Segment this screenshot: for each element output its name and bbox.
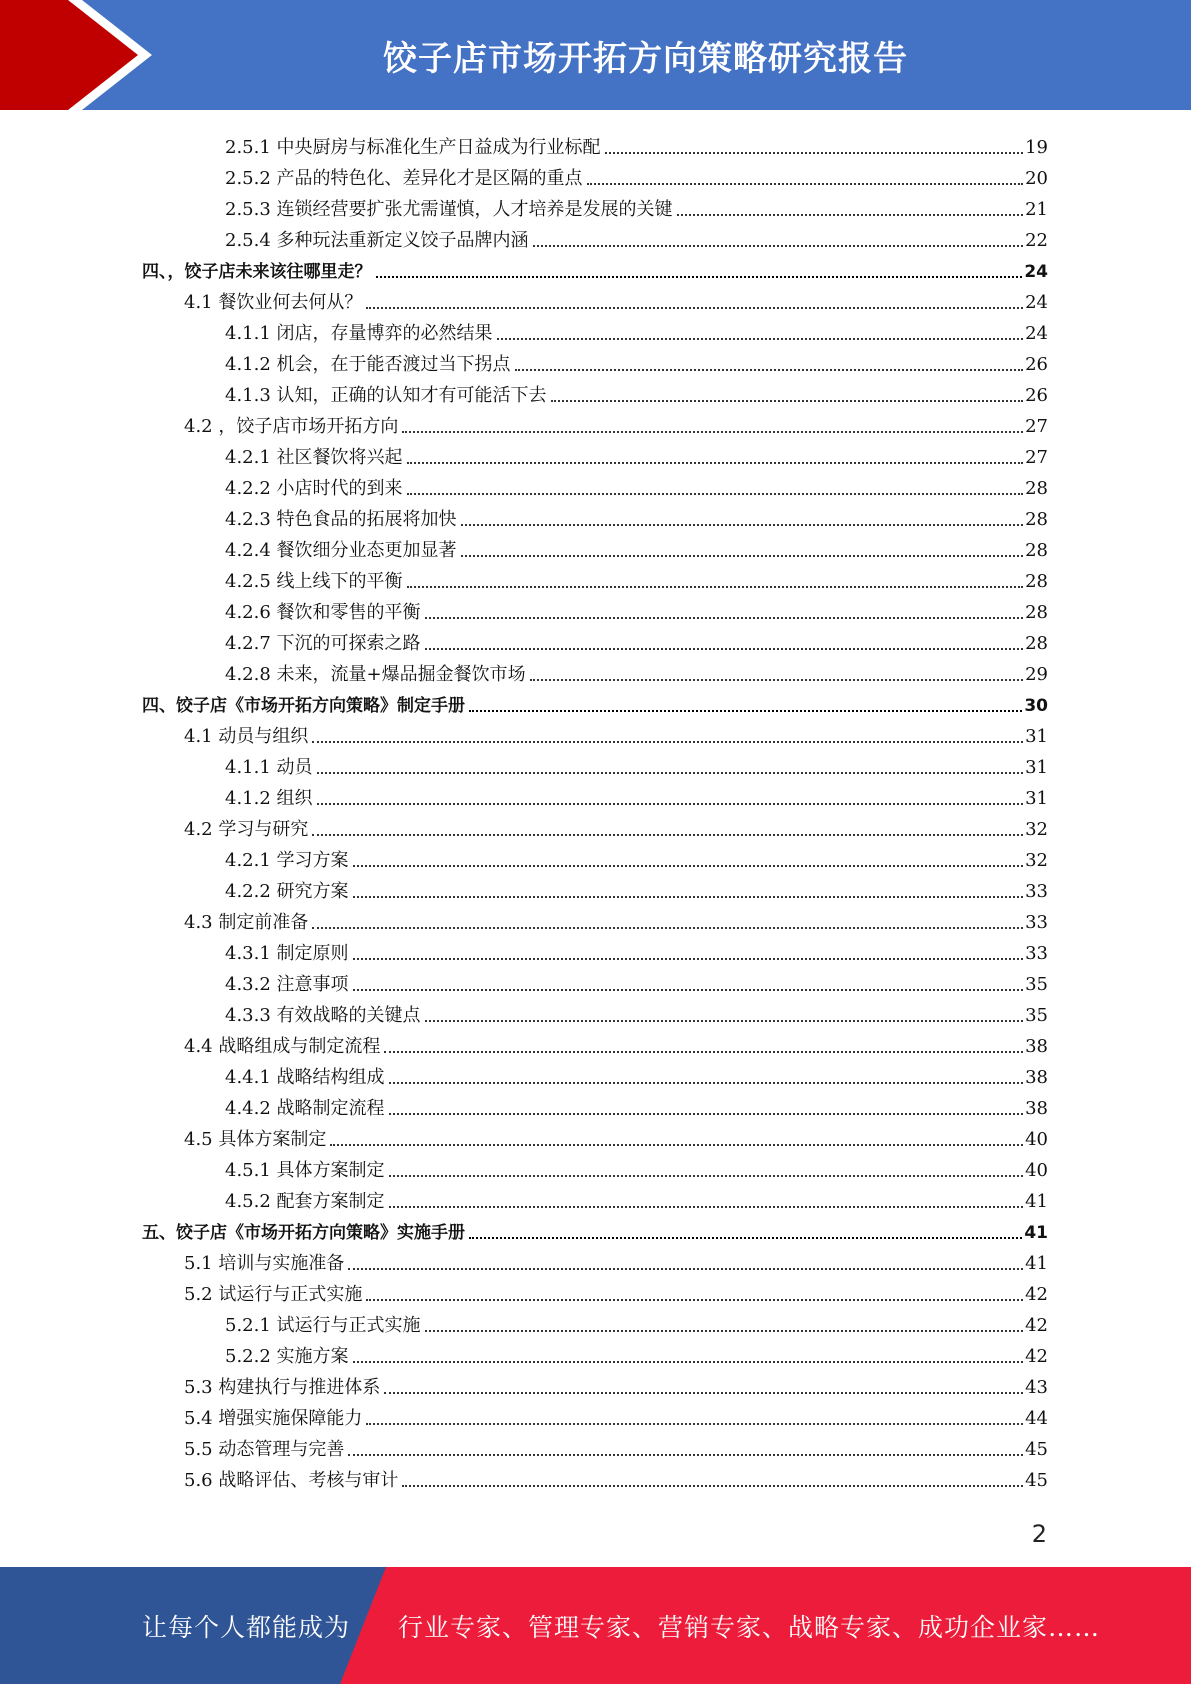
toc-entry-label: 4.1.3 认知，正确的认知才有可能活下去 bbox=[225, 385, 547, 406]
footer-slogan-right: 行业专家、管理专家、营销专家、战略专家、成功企业家…… bbox=[398, 1612, 1101, 1642]
toc-entry-label: 4.3 制定前准备 bbox=[184, 912, 309, 933]
toc-entry-label: 5.6 战略评估、考核与审计 bbox=[184, 1470, 399, 1491]
toc-entry-label: 5.4 增强实施保障能力 bbox=[184, 1408, 363, 1429]
toc-entry-label: 4.3.1 制定原则 bbox=[225, 943, 349, 964]
toc-entry[interactable] bbox=[184, 1399, 1048, 1430]
toc-entry-page: 27 bbox=[1025, 447, 1048, 468]
toc-entry[interactable] bbox=[225, 500, 1048, 531]
toc-entry[interactable] bbox=[225, 841, 1048, 872]
toc-entry[interactable] bbox=[184, 1461, 1048, 1492]
toc-entry-page: 45 bbox=[1025, 1439, 1048, 1460]
toc-entry-page: 29 bbox=[1025, 664, 1048, 685]
toc-entry-page: 38 bbox=[1025, 1098, 1048, 1119]
footer-slogan-left: 让每个人都能成为 bbox=[142, 1612, 351, 1642]
toc-entry-page: 41 bbox=[1025, 1253, 1048, 1274]
toc-entry[interactable] bbox=[184, 407, 1048, 438]
toc-dot-leader bbox=[366, 1299, 1023, 1301]
toc-entry-page: 43 bbox=[1025, 1377, 1048, 1398]
toc-entry-label: 2.5.3 连锁经营要扩张尤需谨慎，人才培养是发展的关键 bbox=[225, 199, 673, 220]
toc-entry-page: 35 bbox=[1025, 1005, 1048, 1026]
toc-entry-page: 28 bbox=[1025, 602, 1048, 623]
toc-entry-label: 4.2.2 研究方案 bbox=[225, 881, 349, 902]
toc-entry[interactable] bbox=[142, 686, 1048, 717]
toc-entry-label: 4.2.1 社区餐饮将兴起 bbox=[225, 447, 403, 468]
toc-entry-page: 24 bbox=[1024, 262, 1048, 282]
toc-entry[interactable] bbox=[184, 903, 1048, 934]
toc-dot-leader bbox=[533, 245, 1024, 247]
toc-entry-page: 41 bbox=[1025, 1191, 1048, 1212]
toc-dot-leader bbox=[407, 586, 1024, 588]
toc-dot-leader bbox=[407, 493, 1024, 495]
toc-dot-leader bbox=[461, 555, 1024, 557]
toc-entry-label: 4.1 餐饮业何去何从？ bbox=[184, 292, 363, 313]
toc-dot-leader bbox=[353, 989, 1024, 991]
toc-entry[interactable] bbox=[225, 655, 1048, 686]
toc-entry-page: 32 bbox=[1025, 850, 1048, 871]
toc-entry-page: 24 bbox=[1025, 323, 1048, 344]
toc-entry[interactable] bbox=[142, 252, 1048, 283]
toc-entry-page: 31 bbox=[1025, 788, 1048, 809]
toc-entry-page: 33 bbox=[1025, 912, 1048, 933]
toc-entry-label: 4.4.1 战略结构组成 bbox=[225, 1067, 385, 1088]
toc-entry-page: 20 bbox=[1025, 168, 1048, 189]
toc-dot-leader bbox=[317, 803, 1024, 805]
toc-dot-leader bbox=[348, 1454, 1023, 1456]
toc-entry-page: 30 bbox=[1024, 696, 1048, 716]
toc-entry-page: 28 bbox=[1025, 509, 1048, 530]
toc-entry[interactable] bbox=[184, 810, 1048, 841]
toc-dot-leader bbox=[348, 1268, 1023, 1270]
toc-entry[interactable] bbox=[184, 283, 1048, 314]
toc-dot-leader bbox=[389, 1206, 1024, 1208]
toc-entry-page: 40 bbox=[1025, 1160, 1048, 1181]
toc-entry[interactable] bbox=[225, 996, 1048, 1027]
toc-entry-label: 2.5.1 中央厨房与标准化生产日益成为行业标配 bbox=[225, 137, 601, 158]
page-number: 2 bbox=[1031, 1520, 1047, 1548]
toc-dot-leader bbox=[497, 338, 1024, 340]
toc-entry[interactable] bbox=[184, 1027, 1048, 1058]
toc-dot-leader bbox=[605, 152, 1024, 154]
toc-entry-page: 32 bbox=[1025, 819, 1048, 840]
toc-entry-page: 41 bbox=[1024, 1223, 1048, 1243]
toc-entry[interactable] bbox=[225, 128, 1048, 159]
toc-entry-label: 4.2.3 特色食品的拓展将加快 bbox=[225, 509, 457, 530]
toc-entry[interactable] bbox=[225, 314, 1048, 345]
toc-dot-leader bbox=[312, 927, 1023, 929]
toc-entry-page: 42 bbox=[1025, 1346, 1048, 1367]
toc-dot-leader bbox=[469, 710, 1022, 712]
toc-entry[interactable] bbox=[225, 531, 1048, 562]
toc-entry-page: 38 bbox=[1025, 1036, 1048, 1057]
toc-entry-label: 4.2.5 线上线下的平衡 bbox=[225, 571, 403, 592]
toc-entry-label: 五、饺子店《市场开拓方向策略》实施手册 bbox=[142, 1223, 465, 1243]
toc-dot-leader bbox=[384, 1392, 1023, 1394]
toc-entry-page: 22 bbox=[1025, 230, 1048, 251]
toc-entry-label: 5.2.1 试运行与正式实施 bbox=[225, 1315, 421, 1336]
toc-entry-label: 4.4.2 战略制定流程 bbox=[225, 1098, 385, 1119]
toc-dot-leader bbox=[425, 1330, 1024, 1332]
page-title: 饺子店市场开拓方向策略研究报告 bbox=[383, 38, 908, 79]
toc-entry[interactable] bbox=[225, 965, 1048, 996]
toc-entry[interactable] bbox=[225, 624, 1048, 655]
toc-entry-page: 42 bbox=[1025, 1284, 1048, 1305]
toc-dot-leader bbox=[551, 400, 1024, 402]
page-footer bbox=[0, 1567, 1191, 1684]
toc-dot-leader bbox=[312, 834, 1023, 836]
toc-entry[interactable] bbox=[142, 1213, 1048, 1244]
toc-entry[interactable] bbox=[225, 1089, 1048, 1120]
toc-dot-leader bbox=[587, 183, 1024, 185]
toc-dot-leader bbox=[317, 772, 1024, 774]
toc-entry-label: 4.2.2 小店时代的到来 bbox=[225, 478, 403, 499]
toc-entry-page: 28 bbox=[1025, 571, 1048, 592]
toc-entry-label: 5.1 培训与实施准备 bbox=[184, 1253, 345, 1274]
toc-entry-label: 4.1.2 机会，在于能否渡过当下拐点 bbox=[225, 354, 511, 375]
toc-entry[interactable] bbox=[225, 190, 1048, 221]
toc-entry-label: 4.2 ，饺子店市场开拓方向 bbox=[184, 416, 399, 437]
toc-entry[interactable] bbox=[225, 779, 1048, 810]
toc-entry-page: 28 bbox=[1025, 540, 1048, 561]
toc-entry-page: 27 bbox=[1025, 416, 1048, 437]
toc-entry-page: 38 bbox=[1025, 1067, 1048, 1088]
toc-dot-leader bbox=[366, 307, 1023, 309]
toc-entry[interactable] bbox=[225, 1306, 1048, 1337]
toc-entry-label: 4.4 战略组成与制定流程 bbox=[184, 1036, 381, 1057]
toc-entry-label: 5.2 试运行与正式实施 bbox=[184, 1284, 363, 1305]
toc-entry[interactable] bbox=[225, 1182, 1048, 1213]
toc-entry-page: 31 bbox=[1025, 726, 1048, 747]
toc-entry-label: 4.1.1 动员 bbox=[225, 757, 313, 778]
toc-entry[interactable] bbox=[225, 438, 1048, 469]
toc-dot-leader bbox=[389, 1082, 1024, 1084]
toc-dot-leader bbox=[353, 958, 1024, 960]
toc-entry[interactable] bbox=[225, 376, 1048, 407]
toc-dot-leader bbox=[384, 1051, 1023, 1053]
toc-entry-label: 4.1.1 闭店，存量博弈的必然结果 bbox=[225, 323, 493, 344]
toc-entry-page: 33 bbox=[1025, 881, 1048, 902]
toc-dot-leader bbox=[425, 1020, 1024, 1022]
toc-entry-label: 4.5 具体方案制定 bbox=[184, 1129, 327, 1150]
page-header bbox=[0, 0, 1191, 110]
toc-entry-label: 4.2.6 餐饮和零售的平衡 bbox=[225, 602, 421, 623]
toc-entry-label: 4.2.8 未来，流量+爆品掘金餐饮市场 bbox=[225, 664, 526, 685]
toc-dot-leader bbox=[677, 214, 1024, 216]
toc-entry-label: 4.2.7 下沉的可探索之路 bbox=[225, 633, 421, 654]
toc-entry[interactable] bbox=[225, 934, 1048, 965]
toc-entry-page: 44 bbox=[1025, 1408, 1048, 1429]
toc-entry-label: 5.2.2 实施方案 bbox=[225, 1346, 349, 1367]
toc-entry[interactable] bbox=[184, 1244, 1048, 1275]
toc-entry-label: 2.5.4 多种玩法重新定义饺子品牌内涵 bbox=[225, 230, 529, 251]
toc-entry-label: 4.3.3 有效战略的关键点 bbox=[225, 1005, 421, 1026]
toc-entry-label: 四、饺子店《市场开拓方向策略》制定手册 bbox=[142, 696, 465, 716]
toc-dot-leader bbox=[469, 1237, 1022, 1239]
toc-entry-label: 4.2.1 学习方案 bbox=[225, 850, 349, 871]
toc-entry-label: 4.5.1 具体方案制定 bbox=[225, 1160, 385, 1181]
toc-dot-leader bbox=[389, 1175, 1024, 1177]
toc-dot-leader bbox=[425, 617, 1024, 619]
toc-entry-label: 2.5.2 产品的特色化、差异化才是区隔的重点 bbox=[225, 168, 583, 189]
toc-dot-leader bbox=[353, 896, 1024, 898]
toc-entry-label: 4.2.4 餐饮细分业态更加显著 bbox=[225, 540, 457, 561]
toc-entry-label: 4.5.2 配套方案制定 bbox=[225, 1191, 385, 1212]
toc-entry-label: 5.5 动态管理与完善 bbox=[184, 1439, 345, 1460]
toc-dot-leader bbox=[515, 369, 1024, 371]
toc-dot-leader bbox=[402, 431, 1023, 433]
toc-entry-page: 26 bbox=[1025, 385, 1048, 406]
toc-entry-page: 28 bbox=[1025, 478, 1048, 499]
toc-dot-leader bbox=[389, 1113, 1024, 1115]
toc-entry[interactable] bbox=[225, 1151, 1048, 1182]
toc-entry-page: 19 bbox=[1025, 137, 1048, 158]
header-chevron-red bbox=[0, 0, 140, 110]
toc-entry-label: 四、，饺子店未来该往哪里走？ bbox=[142, 262, 372, 282]
toc-entry-page: 45 bbox=[1025, 1470, 1048, 1491]
toc-entry[interactable] bbox=[225, 1337, 1048, 1368]
toc-entry-label: 4.1 动员与组织 bbox=[184, 726, 309, 747]
toc-dot-leader bbox=[353, 1361, 1024, 1363]
toc-entry[interactable] bbox=[184, 1368, 1048, 1399]
toc-entry-page: 42 bbox=[1025, 1315, 1048, 1336]
toc-entry[interactable] bbox=[225, 1058, 1048, 1089]
toc-entry-page: 33 bbox=[1025, 943, 1048, 964]
toc-entry[interactable] bbox=[184, 1120, 1048, 1151]
toc-entry[interactable] bbox=[184, 717, 1048, 748]
toc-dot-leader bbox=[425, 648, 1024, 650]
toc-entry[interactable] bbox=[225, 345, 1048, 376]
toc-entry-page: 21 bbox=[1025, 199, 1048, 220]
toc-dot-leader bbox=[407, 462, 1024, 464]
toc-dot-leader bbox=[530, 679, 1023, 681]
toc-entry[interactable] bbox=[225, 748, 1048, 779]
toc-entry[interactable] bbox=[225, 159, 1048, 190]
toc-entry[interactable] bbox=[225, 593, 1048, 624]
toc-entry-label: 5.3 构建执行与推进体系 bbox=[184, 1377, 381, 1398]
toc-entry[interactable] bbox=[225, 872, 1048, 903]
toc-dot-leader bbox=[330, 1144, 1023, 1146]
toc-dot-leader bbox=[366, 1423, 1023, 1425]
toc-dot-leader bbox=[312, 741, 1023, 743]
toc-entry-page: 28 bbox=[1025, 633, 1048, 654]
toc-dot-leader bbox=[353, 865, 1024, 867]
toc-entry[interactable] bbox=[225, 562, 1048, 593]
toc-entry[interactable] bbox=[184, 1275, 1048, 1306]
toc-entry-label: 4.1.2 组织 bbox=[225, 788, 313, 809]
toc-entry[interactable] bbox=[184, 1430, 1048, 1461]
toc-entry[interactable] bbox=[225, 221, 1048, 252]
toc-dot-leader bbox=[402, 1485, 1023, 1487]
toc-entry-page: 40 bbox=[1025, 1129, 1048, 1150]
toc-entry-page: 24 bbox=[1025, 292, 1048, 313]
toc-entry-page: 35 bbox=[1025, 974, 1048, 995]
toc-entry-label: 4.3.2 注意事项 bbox=[225, 974, 349, 995]
toc-entry-label: 4.2 学习与研究 bbox=[184, 819, 309, 840]
toc-dot-leader bbox=[461, 524, 1024, 526]
toc-entry-page: 26 bbox=[1025, 354, 1048, 375]
toc-entry-page: 31 bbox=[1025, 757, 1048, 778]
toc-dot-leader bbox=[376, 276, 1023, 278]
toc-entry[interactable] bbox=[225, 469, 1048, 500]
